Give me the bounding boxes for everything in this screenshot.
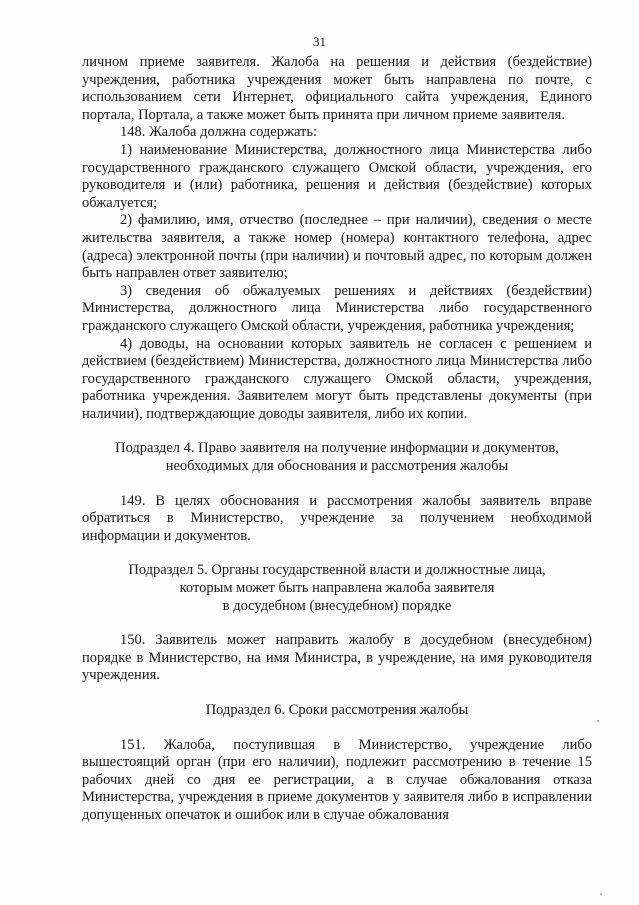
subsection-4-heading-line-1: Подраздел 4. Право заявителя на получение информации и документов, — [115, 440, 559, 457]
scan-speck — [597, 720, 599, 722]
paragraph-151: 151. Жалоба, поступившая в Министерство, учреждение либо вышестоящий орган (при его наличии), подлежит рассмотрению в течение 15 рабочих дней со дня ее регистрации, а в случае обжалования отказа Министерства, учреждения в приеме документов у заявителя либо в исправлении допущенных опечаток и ошибок или в случае обжалования — [82, 736, 592, 823]
subsection-4-heading — [82, 440, 592, 475]
paragraph-continuation: личном приеме заявителя. Жалоба на решения и действия (бездействие) учреждения, работника учреждения может быть направлена по почте, с использованием сети Интернет, официального сайта учреждения, Единого портала, Портала, а также может быть принята при личном приеме заявителя. — [82, 54, 592, 123]
paragraph-149: 149. В целях обоснования и рассмотрения жалобы заявитель вправе обратиться в Министерство, учреждение за получением необходимой информации и документов. — [82, 492, 592, 544]
list-item-3: 3) сведения об обжалуемых решениях и действиях (бездействии) Министерства, должностного лица Министерства либо государственного гражданского служащего Омской области, учреждения, работника учреждения; — [82, 282, 592, 334]
list-item-2: 2) фамилию, имя, отчество (последнее – при наличии), сведения о месте жительства заявителя, а также номер (номера) контактного телефона, адрес (адреса) электронной почты (при наличии) и почтовый адрес, по которым должен быть направлен ответ заявителю; — [82, 212, 592, 282]
document-body — [82, 54, 592, 825]
subsection-5-heading-line-3: в досудебном (внесудебном) порядке — [222, 597, 452, 614]
paragraph-148: 148. Жалоба должна содержать: — [120, 124, 318, 141]
paragraph-150: 150. Заявитель может направить жалобу в досудебном (внесудебном) порядке в Министерство, на имя Министра, в учреждение, на имя руководителя учреждения. — [82, 632, 592, 684]
list-item-1: 1) наименование Министерства, должностного лица Министерства либо государственного гражданского служащего Омской области, учреждения, его руководителя и (или) работника, решения и действия (бездействие) которых обжалуется; — [82, 141, 592, 211]
subsection-6-heading-line-1: Подраздел 6. Сроки рассмотрения жалобы — [205, 702, 469, 718]
subsection-5-heading-line-2: которым может быть направлена жалоба заявителя — [179, 580, 495, 597]
scan-speck — [600, 893, 602, 895]
subsection-4-heading-line-2: необходимых для обоснования и рассмотрения жалобы — [165, 458, 509, 475]
page-number: 31 — [313, 34, 326, 49]
subsection-5-heading-line-1: Подраздел 5. Органы государственной власти и должностные лица, — [128, 562, 546, 579]
list-item-4: 4) доводы, на основании которых заявитель не согласен с решением и действием (бездействием) Министерства, должностного лица Министерства либо государственного гражданского служащего Омской области, учреждения, работника учреждения. Заявителем могут быть представлены документы (при наличии), подтверждающие доводы заявителя, либо их копии. — [82, 335, 592, 422]
subsection-5-heading — [82, 562, 592, 615]
subsection-6-heading — [82, 702, 592, 720]
